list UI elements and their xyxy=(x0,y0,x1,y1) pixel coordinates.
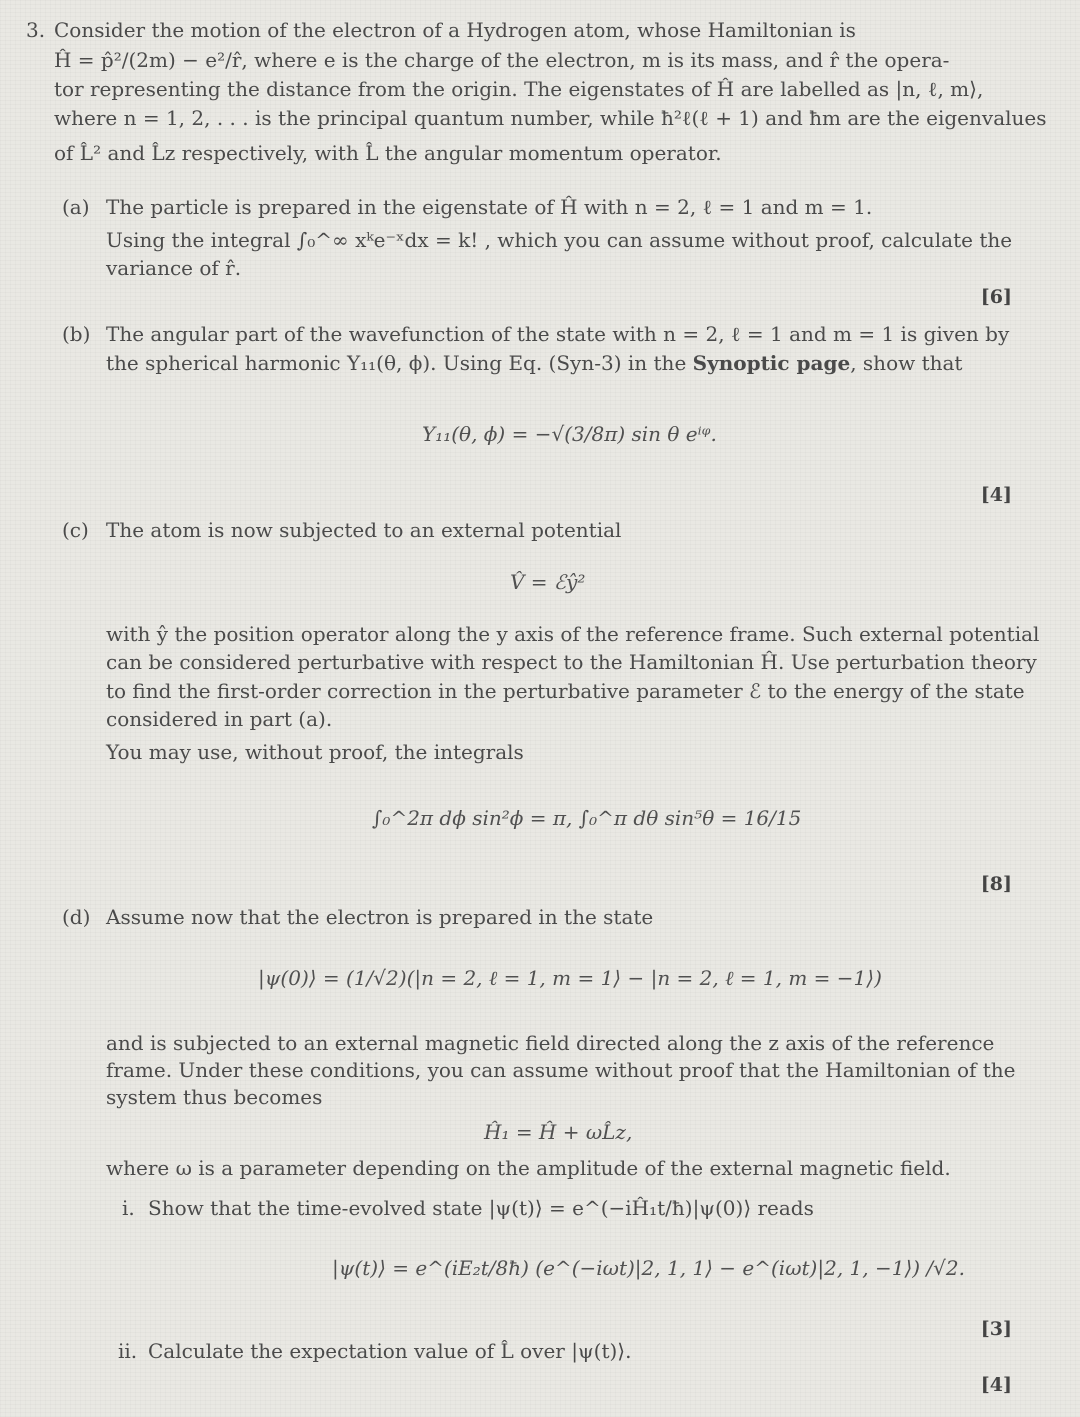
sub-i-text: Show that the time-evolved state |ψ(t)⟩ = e^(−iĤ₁t/ħ)|ψ(0)⟩ reads xyxy=(148,1196,814,1220)
intro-line-1: Consider the motion of the electron of a Hydrogen atom, whose Hamiltonian is xyxy=(54,18,856,42)
part-c-line-4: considered in part (a). xyxy=(106,707,333,731)
part-a-line-3: variance of r̂. xyxy=(106,256,242,280)
part-c-line-5: You may use, without proof, the integrals xyxy=(106,740,524,764)
part-a-line-2: Using the integral ∫₀^∞ xᵏe⁻ˣdx = k! , which you can assume without proof, calculate the xyxy=(106,228,1013,252)
part-c-line-2: can be considered perturbative with respect to the Hamiltonian Ĥ. Use perturbation theory xyxy=(106,650,1037,674)
part-d-line-1: and is subjected to an external magnetic field directed along the z axis of the reference xyxy=(106,1031,995,1055)
part-b-line-2-tail: , show that xyxy=(850,351,963,375)
magnetic-hamiltonian-equation: Ĥ₁ = Ĥ + ωL̂z, xyxy=(484,1120,633,1144)
synoptic-page-ref: Synoptic page xyxy=(692,351,851,375)
part-b-label: (b) xyxy=(62,322,91,346)
intro-line-5: of L̂² and L̂z respectively, with L̂ the angular momentum operator. xyxy=(54,141,722,165)
intro-line-4: where n = 1, 2, . . . is the principal quantum number, while ħ²ℓ(ℓ + 1) and ħm are the eigenvalues xyxy=(54,106,1047,130)
part-b-line-2 xyxy=(106,349,962,377)
sub-i-marks: [3] xyxy=(980,1318,1012,1340)
part-c-marks: [8] xyxy=(980,873,1012,895)
intro-line-2: Ĥ = p̂²/(2m) − e²/r̂, where e is the charge of the electron, m is its mass, and r̂ the opera- xyxy=(54,48,950,72)
initial-state-equation: |ψ(0)⟩ = (1/√2)(|n = 2, ℓ = 1, m = 1⟩ − |n = 2, ℓ = 1, m = −1⟩) xyxy=(258,966,882,990)
part-d-line-3: system thus becomes xyxy=(106,1085,323,1109)
part-b-line-2-text: the spherical harmonic Y₁₁(θ, ϕ). Using Eq. (Syn-3) in the xyxy=(106,351,687,375)
given-integrals: ∫₀^2π dϕ sin²ϕ = π, ∫₀^π dθ sin⁵θ = 16/15 xyxy=(372,806,802,830)
part-d-where-line: where ω is a parameter depending on the amplitude of the external magnetic field. xyxy=(106,1156,951,1180)
part-c-line-3: to find the first-order correction in the perturbative parameter ℰ to the energy of the state xyxy=(106,679,1025,703)
part-a-line-1: The particle is prepared in the eigenstate of Ĥ with n = 2, ℓ = 1 and m = 1. xyxy=(106,195,873,219)
time-evolved-state-equation: |ψ(t)⟩ = e^(iE₂t/8ħ) (e^(−iωt)|2, 1, 1⟩ − e^(iωt)|2, 1, −1⟩) /√2. xyxy=(332,1256,965,1280)
part-a-label: (a) xyxy=(62,195,90,219)
sub-ii-marks: [4] xyxy=(980,1374,1012,1396)
question-number: 3. xyxy=(26,18,46,42)
part-a-marks: [6] xyxy=(980,286,1012,308)
sub-i-label: i. xyxy=(122,1196,135,1220)
part-c-line-1: with ŷ the position operator along the y axis of the reference frame. Such external potential xyxy=(106,622,1040,646)
part-c-label: (c) xyxy=(62,518,89,542)
part-c-intro: The atom is now subjected to an external potential xyxy=(106,518,622,542)
part-b-line-1: The angular part of the wavefunction of the state with n = 2, ℓ = 1 and m = 1 is given by xyxy=(106,322,1010,346)
part-d-label: (d) xyxy=(62,905,91,929)
perturbation-potential-equation: V̂ = ℰŷ² xyxy=(510,570,586,594)
sub-ii-text: Calculate the expectation value of L̂ over |ψ(t)⟩. xyxy=(148,1339,632,1363)
sub-ii-label: ii. xyxy=(118,1339,138,1363)
part-b-marks: [4] xyxy=(980,484,1012,506)
part-d-line-2: frame. Under these conditions, you can assume without proof that the Hamiltonian of the xyxy=(106,1058,1016,1082)
spherical-harmonic-equation: Y₁₁(θ, ϕ) = −√(3/8π) sin θ eⁱᵠ. xyxy=(422,422,717,446)
part-d-intro: Assume now that the electron is prepared in the state xyxy=(106,905,654,929)
intro-line-3: tor representing the distance from the origin. The eigenstates of Ĥ are labelled as |n, ℓ, m⟩, xyxy=(54,77,984,101)
